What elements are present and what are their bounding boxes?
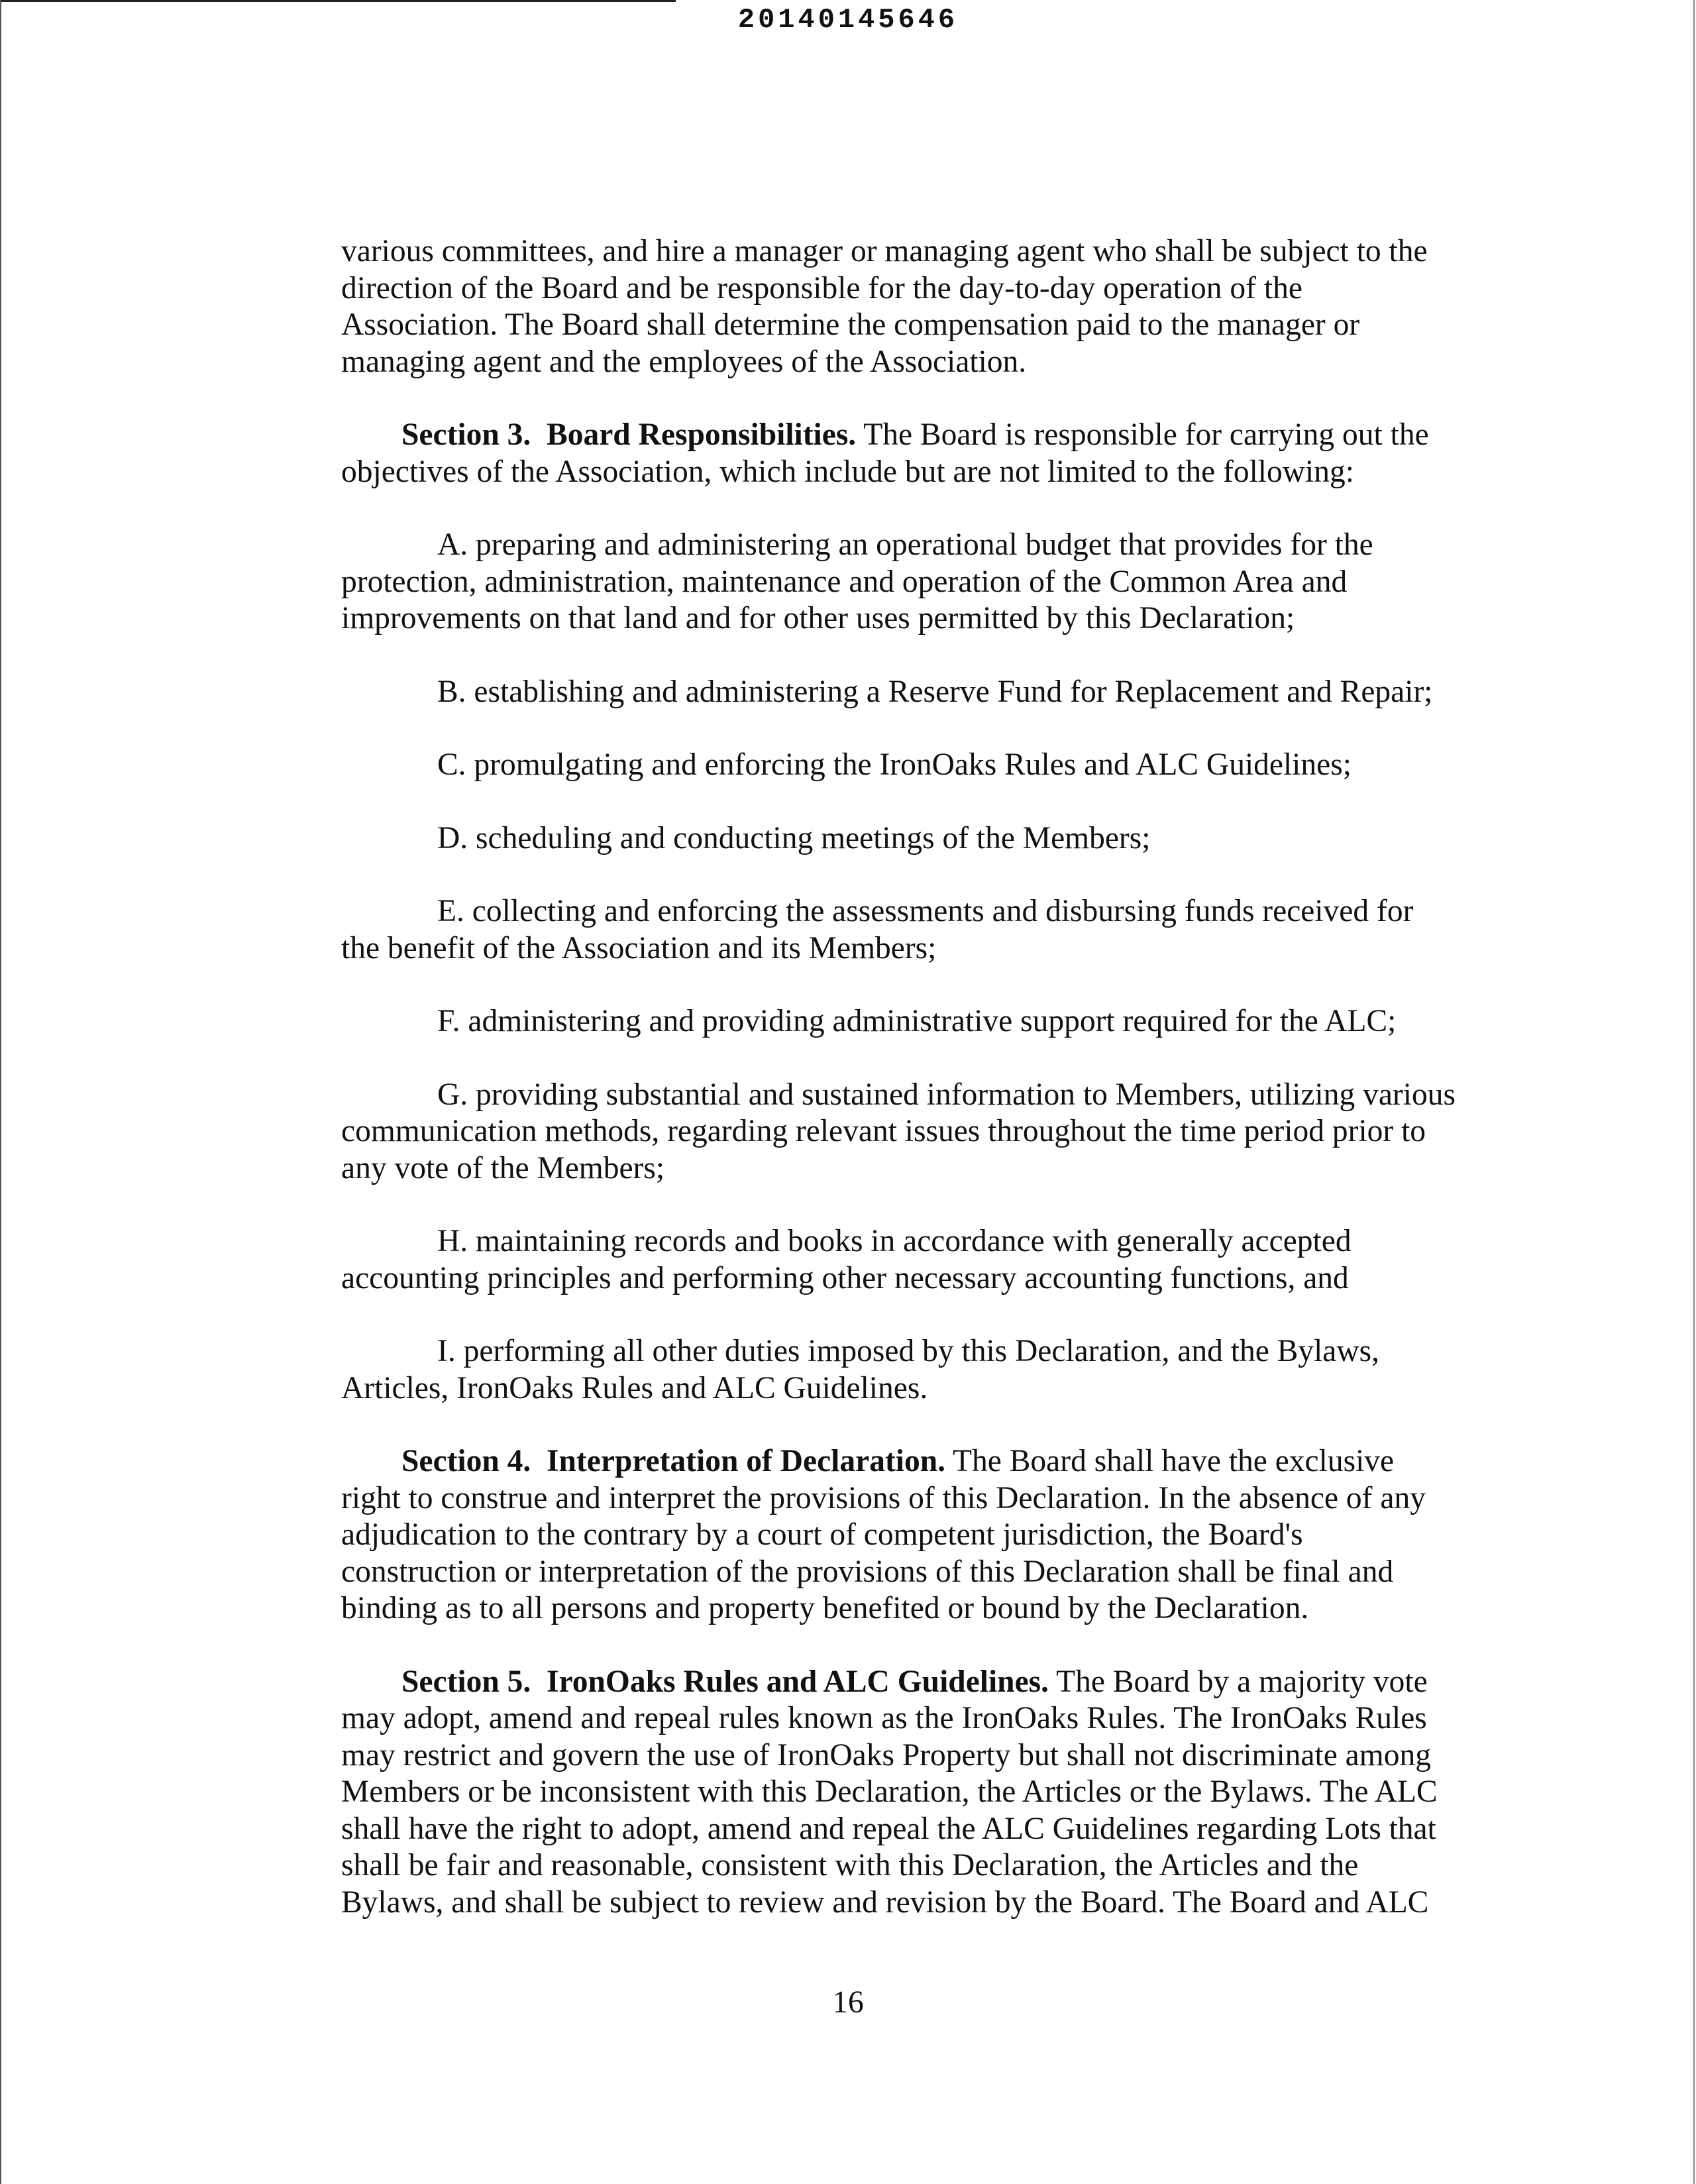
section-5-rules-guidelines: Section 5. IronOaks Rules and ALC Guidelines. The Board by a majority vote may adopt, amend and repeal rules known as the IronOaks Rules. The IronOaks Rules may restrict and govern the use of IronOaks Property but shall not discriminate among Members or be inconsistent with this Declaration, the Articles or the Bylaws. The ALC shall have the right to adopt, amend and repeal the ALC Guidelines regarding Lots that shall be fair and reasonable, consistent with this Declaration, the Articles and the Bylaws, and shall be subject to review and revision by the Board. The Board and ALC [341,1664,1438,1920]
list-item-g: G. providing substantial and sustained information to Members, utilizing various communication methods, regarding relevant issues throughout the time period prior to any vote of the Members; [341,1077,1456,1185]
list-item-i: I. performing all other duties imposed by this Declaration, and the Bylaws, Articles, IronOaks Rules and ALC Guidelines. [341,1334,1380,1405]
section-4-title: Interpretation of Declaration. [547,1444,945,1478]
section-4-label: Section 4. [401,1444,531,1478]
section-5-title: IronOaks Rules and ALC Guidelines. [547,1664,1049,1699]
section-3-label: Section 3. [401,417,531,452]
list-item-f: F. administering and providing administrative support required for the ALC; [437,1004,1397,1038]
list-item-a: A. preparing and administering an operational budget that provides for the protection, administration, maintenance and operation of the Common Area and improvements on that land and for other uses permitted by this Declaration; [341,527,1373,635]
scan-edge-right [1693,0,1695,2184]
list-item-h: H. maintaining records and books in accordance with generally accepted accounting principles and performing other necessary accounting functions, and [341,1224,1352,1295]
list-item-c: C. promulgating and enforcing the IronOaks Rules and ALC Guidelines; [437,747,1352,782]
page-number: 16 [832,1985,864,2020]
section-3-title: Board Responsibilities. [547,417,857,452]
section-3-board-responsibilities: Section 3. Board Responsibilities. The Board is responsible for carrying out the objectives of the Association, which include but are not limited to the following: [341,417,1429,489]
document-body [341,233,1474,1957]
section-5-label: Section 5. [401,1664,531,1699]
scan-edge-top [0,0,676,2]
paragraph-continuation: various committees, and hire a manager or managing agent who shall be subject to the direction of the Board and be responsible for the day-to-day operation of the Association. The Board shall determine the compensation paid to the manager or managing agent and the employees of the Association. [341,234,1428,379]
section-4-interpretation: Section 4. Interpretation of Declaration. The Board shall have the exclusive right to construe and interpret the provisions of this Declaration. In the absence of any adjudication to the contrary by a court of competent jurisdiction, the Board's construction or interpretation of the provisions of this Declaration shall be final and binding as to all persons and property benefited or bound by the Declaration. [341,1444,1426,1625]
list-item-b: B. establishing and administering a Reserve Fund for Replacement and Repair; [437,674,1433,709]
scan-edge-left [0,0,1,2184]
list-item-d: D. scheduling and conducting meetings of the Members; [437,820,1151,855]
list-item-e: E. collecting and enforcing the assessments and disbursing funds received for the benefit of the Association and its Members; [341,894,1414,965]
document-number: 20140145646 [737,4,959,36]
